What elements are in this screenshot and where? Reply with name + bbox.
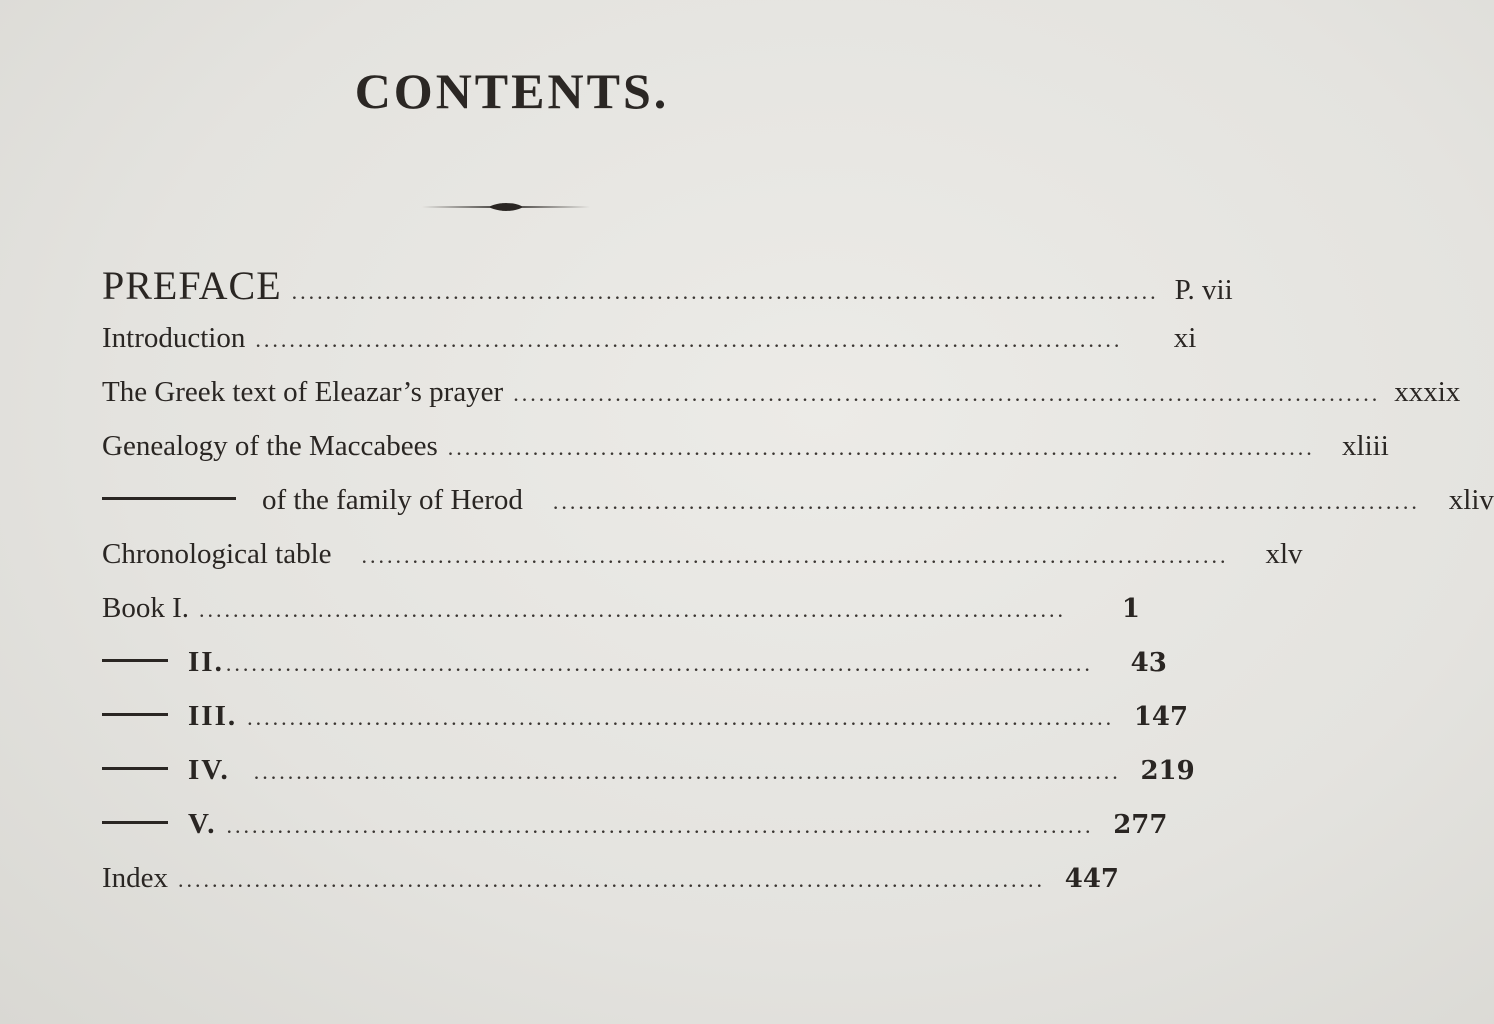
- leader-dots: ......................................................................................................: [361, 543, 1229, 568]
- ditto-dash: [102, 497, 236, 500]
- leader-dots: ......................................................................................................: [225, 651, 1093, 676]
- toc-label: IV.: [188, 754, 230, 786]
- toc-row-preface: [102, 262, 1233, 322]
- page-title: CONTENTS.: [354, 63, 670, 119]
- toc-label: II.: [188, 646, 224, 678]
- leader-dots: ......................................................................................................: [552, 489, 1420, 514]
- ditto-dash: [102, 821, 168, 824]
- toc-label: The Greek text of Eleazar’s prayer: [102, 376, 504, 408]
- toc-row-index: [102, 862, 1120, 916]
- toc-row-book-5: [102, 808, 1168, 862]
- toc-page-number: 43: [1130, 648, 1167, 678]
- toc-label: of the family of Herod: [262, 484, 523, 516]
- leader-dots: ......................................................................................................: [226, 813, 1094, 838]
- toc-page-number: 1: [1121, 594, 1140, 624]
- leader-dots: ......................................................................................................: [199, 597, 1066, 622]
- leader-dots: ......................................................................................................: [253, 759, 1121, 784]
- toc-row-book-4: [102, 754, 1195, 808]
- toc-page-number: 219: [1140, 756, 1195, 786]
- toc-row-family-herod: [102, 484, 1494, 538]
- toc-label: V.: [188, 808, 217, 840]
- toc-page-number: xxxix: [1394, 376, 1461, 408]
- table-of-contents: [102, 262, 1494, 916]
- toc-label: Index: [102, 862, 169, 894]
- ditto-dash: [102, 659, 168, 662]
- toc-label: Genealogy of the Maccabees: [102, 430, 438, 462]
- toc-page-number: 447: [1064, 864, 1120, 894]
- leader-dots: ......................................................................................................: [447, 435, 1315, 460]
- toc-row-chronological-table: [102, 538, 1303, 592]
- toc-label: III.: [188, 700, 238, 732]
- toc-page-number: xi: [1173, 322, 1197, 354]
- toc-page-number: 147: [1133, 702, 1189, 732]
- toc-label: Chronological table: [102, 538, 332, 570]
- toc-row-book-1: [102, 592, 1140, 646]
- leader-dots: ......................................................................................................: [247, 705, 1115, 730]
- toc-label-wrapper: [102, 484, 523, 517]
- toc-label: Introduction: [102, 322, 246, 354]
- toc-row-book-3: [102, 700, 1189, 754]
- leader-dots: ......................................................................................................: [178, 867, 1046, 892]
- toc-label-wrapper: [102, 808, 216, 841]
- toc-label-wrapper: [102, 700, 237, 733]
- toc-page-number: xlv: [1265, 538, 1303, 570]
- ditto-dash: [102, 713, 168, 716]
- toc-row-introduction: [102, 322, 1197, 376]
- toc-row-genealogy-maccabees: [102, 430, 1389, 484]
- leader-dots: ......................................................................................................: [513, 381, 1381, 406]
- toc-page-number: xliv: [1448, 484, 1494, 516]
- leader-dots: ......................................................................................................: [291, 279, 1159, 304]
- toc-label: Book I.: [102, 592, 189, 624]
- toc-page-number: xliii: [1342, 430, 1389, 462]
- toc-label-wrapper: [102, 646, 224, 679]
- leader-dots: ......................................................................................................: [255, 327, 1123, 352]
- toc-label: PREFACE: [102, 263, 282, 308]
- ditto-dash: [102, 767, 168, 770]
- toc-page-number: P. vii: [1174, 274, 1233, 306]
- toc-row-greek-text: [102, 376, 1461, 430]
- toc-label-wrapper: [102, 754, 230, 787]
- toc-page-number: 277: [1113, 810, 1168, 840]
- ornament-divider-icon: [420, 196, 592, 218]
- toc-row-book-2: [102, 646, 1167, 700]
